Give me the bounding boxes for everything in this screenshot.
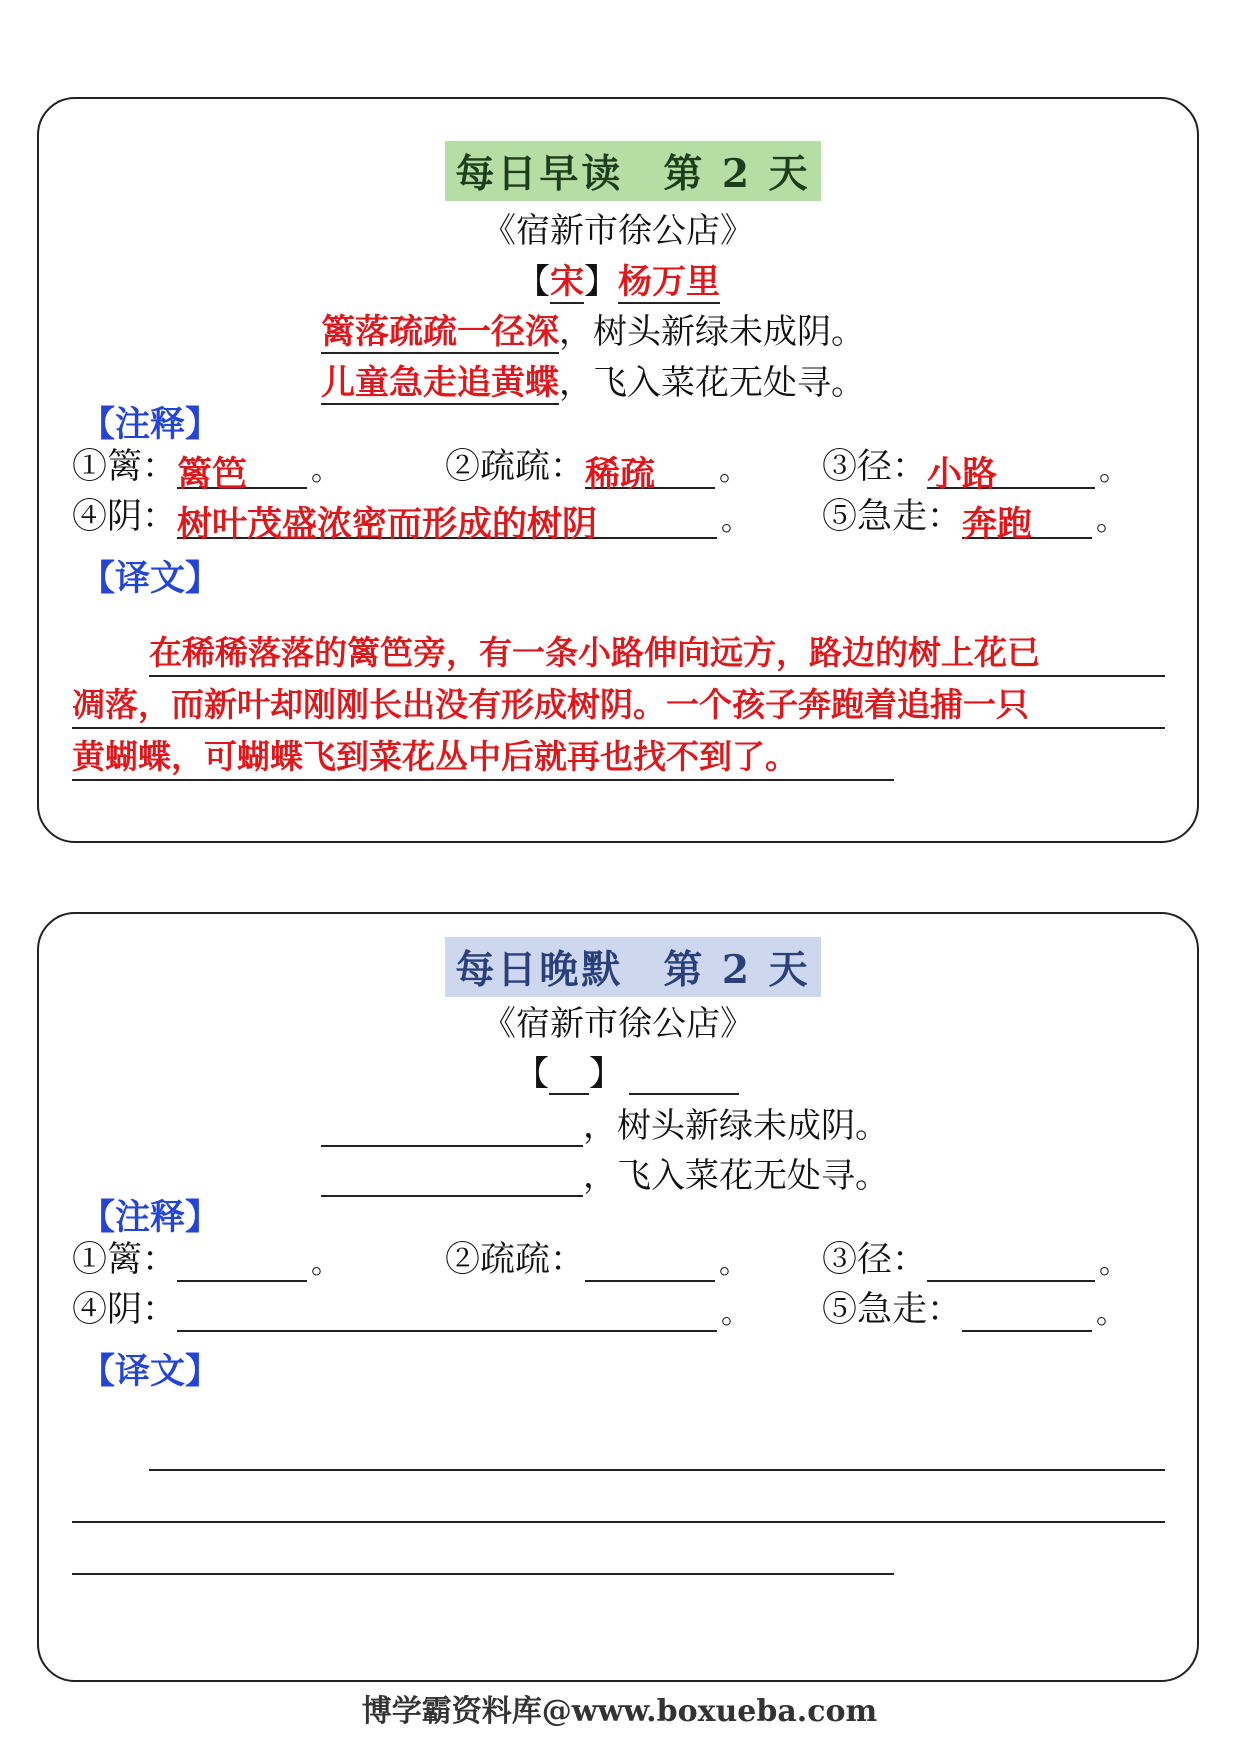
morning-note-2: ②疏疏： 稀疏 。 <box>445 447 750 495</box>
evening-notes-label: 【注释】 <box>80 1197 221 1238</box>
morning-translation-label: 【译文】 <box>80 558 221 599</box>
evening-note-1-blank[interactable] <box>177 1240 307 1282</box>
morning-note-3-answer: 小路 <box>927 447 1095 489</box>
evening-note-4: ④阴： 。 <box>72 1290 752 1331</box>
evening-translation-label: 【译文】 <box>80 1351 221 1392</box>
evening-note-4-blank[interactable] <box>177 1290 717 1332</box>
morning-translation-line-3: 黄蝴蝶，可蝴蝶飞到菜花丛中后就再也找不到了。 <box>72 735 894 781</box>
morning-line1-answer: 篱落疏疏一径深 <box>321 312 559 352</box>
morning-translation-line-1: 在稀稀落落的篱笆旁，有一条小路伸向远方，路边的树上花已 <box>149 631 1165 677</box>
evening-translation-line-2[interactable] <box>72 1521 1165 1523</box>
evening-poem-line-1 <box>321 1098 889 1147</box>
evening-line1-blank[interactable] <box>321 1109 583 1147</box>
footer-watermark: 博学霸资料库@www.boxueba.com <box>361 1694 878 1729</box>
morning-translation-line-2: 凋落，而新叶却刚刚长出没有形成树阴。一个孩子奔跑着追捕一只 <box>72 683 1165 729</box>
morning-note-4: ④阴： 树叶茂盛浓密而形成的树阴 。 <box>72 497 752 545</box>
evening-banner-title: 每日晚默 <box>455 947 624 993</box>
evening-note-5: ⑤急走： 。 <box>822 1290 1127 1331</box>
morning-banner-title: 每日早读 <box>455 151 624 197</box>
evening-note-5-blank[interactable] <box>962 1290 1092 1332</box>
morning-poem-title: 《宿新市徐公店》 <box>482 211 754 251</box>
evening-author-blank[interactable] <box>629 1057 739 1095</box>
evening-line2-blank[interactable] <box>321 1159 583 1197</box>
evening-line2-rest: ，飞入菜花无处寻。 <box>583 1156 889 1196</box>
morning-line2-answer: 儿童急走追黄蝶 <box>321 363 559 403</box>
morning-author-line: 【宋】杨万里 <box>516 262 720 302</box>
evening-note-2-blank[interactable] <box>585 1240 715 1282</box>
morning-poem-line-1 <box>321 304 865 353</box>
evening-dynasty-blank[interactable] <box>549 1057 589 1095</box>
morning-note-1-answer: 篱笆 <box>177 447 307 489</box>
morning-notes-label: 【注释】 <box>80 404 221 445</box>
morning-banner-day: 第 2 天 <box>663 151 811 197</box>
evening-note-2: ②疏疏： 。 <box>445 1240 750 1281</box>
evening-author-line: 【 】 <box>515 1046 739 1095</box>
morning-dynasty: 宋 <box>550 262 584 302</box>
evening-poem-title: 《宿新市徐公店》 <box>482 1004 754 1044</box>
evening-note-3: ③径： 。 <box>822 1240 1130 1281</box>
morning-poem-line-2 <box>321 355 865 404</box>
evening-poem-line-2 <box>321 1148 889 1197</box>
evening-note-3-blank[interactable] <box>927 1240 1095 1282</box>
evening-translation-line-3[interactable] <box>72 1573 894 1575</box>
morning-banner <box>445 141 821 201</box>
morning-note-1: ①篱： 篱笆 。 <box>72 447 342 495</box>
morning-note-2-answer: 稀疏 <box>585 447 715 489</box>
morning-reading-card <box>37 97 1199 843</box>
evening-line1-rest: ，树头新绿未成阴。 <box>583 1106 889 1146</box>
morning-note-5-answer: 奔跑 <box>962 497 1092 539</box>
evening-banner <box>445 937 821 997</box>
evening-dictation-card <box>37 912 1199 1682</box>
evening-note-1: ①篱： 。 <box>72 1240 342 1281</box>
morning-author: 杨万里 <box>618 262 720 302</box>
morning-note-3: ③径： 小路 。 <box>822 447 1130 495</box>
morning-line2-rest: ，飞入菜花无处寻。 <box>559 363 865 403</box>
morning-note-5: ⑤急走： 奔跑 。 <box>822 497 1127 545</box>
evening-translation-line-1[interactable] <box>149 1469 1165 1471</box>
morning-line1-rest: ，树头新绿未成阴。 <box>559 312 865 352</box>
morning-note-4-answer: 树叶茂盛浓密而形成的树阴 <box>177 497 717 539</box>
evening-banner-day: 第 2 天 <box>663 947 811 993</box>
